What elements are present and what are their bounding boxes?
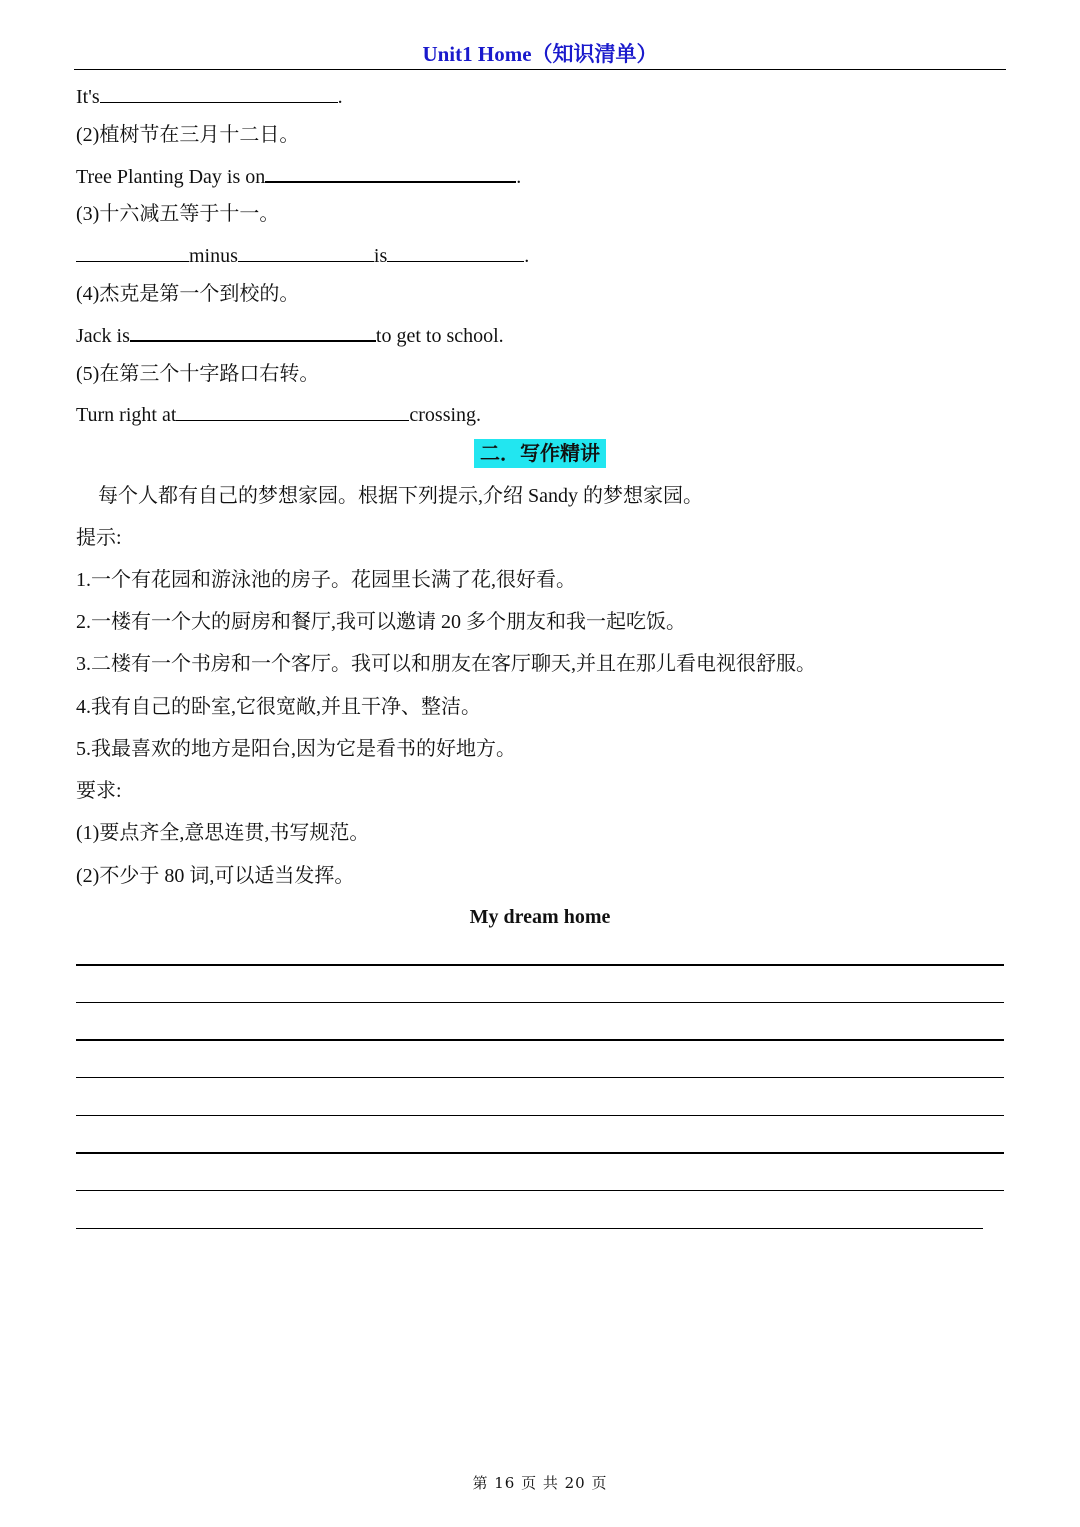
q1-answer-suffix: .: [337, 86, 343, 108]
writing-line[interactable]: [76, 1002, 1004, 1003]
q4-answer-line: [76, 322, 504, 348]
q5-answer-blank[interactable]: [176, 402, 409, 421]
q3-blank-3[interactable]: [387, 243, 524, 262]
hint-item: 1.一个有花园和游泳池的房子。花园里长满了花,很好看。: [76, 569, 576, 591]
page-header-title: Unit1 Home（知识清单）: [422, 42, 658, 66]
q1-answer-line: [76, 84, 343, 109]
q2-answer-suffix: .: [516, 166, 522, 188]
requirements-label: 要求:: [76, 780, 122, 802]
q3-word-is: is: [373, 245, 388, 267]
writing-intro: 每个人都有自己的梦想家园。根据下列提示,介绍 Sandy 的梦想家园。: [98, 485, 703, 507]
writing-line[interactable]: [76, 1115, 1004, 1116]
q5-answer-prefix: Turn right at: [76, 404, 177, 426]
writing-line[interactable]: [76, 1228, 983, 1229]
hint-item: 2.一楼有一个大的厨房和餐厅,我可以邀请 20 多个朋友和我一起吃饭。: [76, 611, 686, 633]
q2-answer-prefix: Tree Planting Day is on: [76, 166, 266, 188]
q3-answer-line: [76, 243, 529, 268]
writing-line[interactable]: [76, 1077, 1004, 1078]
header-divider: [74, 69, 1006, 70]
q3-blank-2[interactable]: [238, 243, 374, 262]
requirement-item: (2)不少于 80 词,可以适当发挥。: [76, 865, 355, 887]
q1-answer-blank[interactable]: [100, 84, 338, 103]
q4-answer-prefix: Jack is: [76, 325, 130, 347]
writing-line[interactable]: [76, 1039, 1004, 1041]
essay-title: My dream home: [469, 906, 611, 928]
writing-line[interactable]: [76, 964, 1004, 966]
q2-answer-line: [76, 163, 521, 189]
q2-prompt: (2)植树节在三月十二日。: [76, 124, 300, 146]
q3-prompt: (3)十六减五等于十一。: [76, 203, 280, 225]
q4-answer-blank[interactable]: [130, 322, 376, 342]
hint-item: 5.我最喜欢的地方是阳台,因为它是看书的好地方。: [76, 738, 516, 760]
q5-prompt: (5)在第三个十字路口右转。: [76, 363, 320, 385]
q5-answer-line: [76, 402, 481, 427]
hint-item: 4.我有自己的卧室,它很宽敞,并且干净、整洁。: [76, 696, 481, 718]
q3-word-minus: minus: [189, 245, 238, 267]
q5-answer-suffix: crossing.: [409, 404, 482, 426]
q3-blank-1[interactable]: [76, 243, 189, 262]
hint-item: 3.二楼有一个书房和一个客厅。我可以和朋友在客厅聊天,并且在那儿看电视很舒服。: [76, 653, 816, 675]
q2-answer-blank[interactable]: [265, 163, 516, 183]
q3-answer-suffix: .: [524, 245, 530, 267]
writing-line[interactable]: [76, 1152, 1004, 1154]
page-number-footer: 第 16 页 共 20 页: [472, 1474, 608, 1492]
writing-line[interactable]: [76, 1190, 1004, 1191]
q4-answer-suffix: to get to school.: [375, 325, 504, 347]
requirement-item: (1)要点齐全,意思连贯,书写规范。: [76, 822, 370, 844]
q1-answer-prefix: It's: [76, 86, 100, 108]
hints-label: 提示:: [76, 527, 122, 549]
q4-prompt: (4)杰克是第一个到校的。: [76, 283, 300, 305]
writing-section-heading: 二．写作精讲: [474, 439, 606, 468]
